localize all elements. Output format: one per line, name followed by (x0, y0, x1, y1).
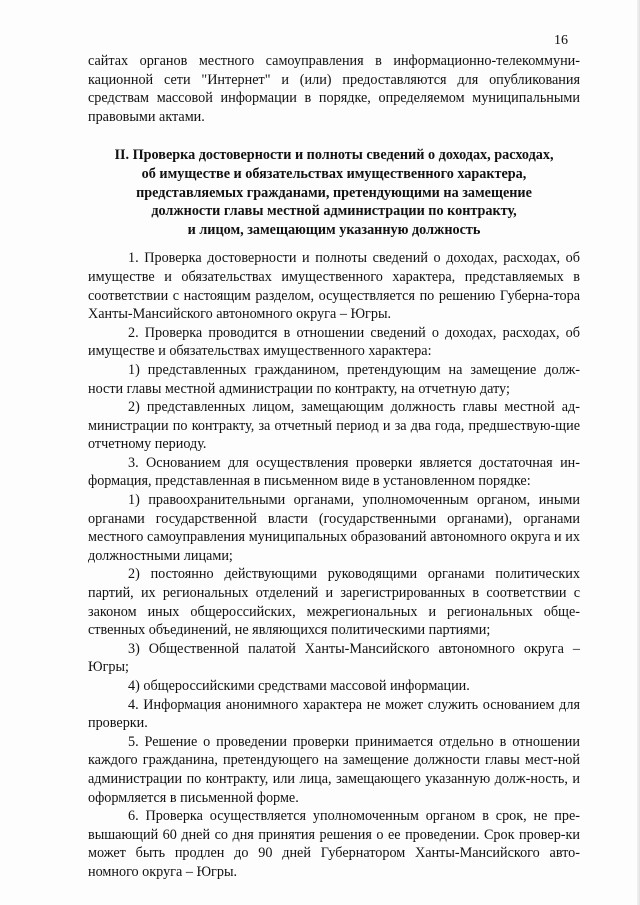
section-heading-line: и лицом, замещающим указанную должность (187, 221, 481, 238)
section-heading (88, 146, 580, 239)
paragraph-2-item-1: 1) представленных гражданином, претендующим на замещение долж-ности главы местной администрации по контракту, на отчетную дату; (88, 361, 580, 397)
paragraph-3-item-3: 3) Общественной палатой Ханты-Мансийского автономного округа – Югры; (88, 640, 580, 676)
paragraph-1: 1. Проверка достоверности и полноты сведений о доходах, расходах, об имуществе и обязательствах имущественного характера, представляемых в соответствии с настоящим разделом, осуществляется по решению Губерна-тора Ханты-Мансийского автономного округа – Югры. (88, 250, 580, 323)
paragraph-5: 5. Решение о проведении проверки принимается отдельно в отношении каждого гражданина, претендующего на замещение должности главы мест-ной администрации по контракту, или лица, замещающего указанную долж-ность, и оформляется в письменной форме. (88, 733, 580, 806)
paragraph-3: 3. Основанием для осуществления проверки является достаточная ин-формация, представленная в письменном виде в установленном порядке: (88, 454, 580, 490)
section-heading-line: II. Проверка достоверности и полноты сведений о доходах, расходах, (114, 147, 554, 164)
section-heading-line: представляемых гражданами, претендующими на замещение (136, 184, 532, 201)
section-heading-line: об имуществе и обязательствах имущественного характера, (141, 165, 527, 182)
intro-paragraph: сайтах органов местного самоуправления в информационно-телекоммуни-кационной сети "Интернет" и (или) предоставляются для опубликования средствам массовой информации в порядке, определяемом муниципальными правовыми актами. (88, 53, 580, 125)
page-number: 16 (554, 33, 568, 48)
paragraph-6: 6. Проверка осуществляется уполномоченным органом в срок, не пре-вышающий 60 дней со дня принятия решения о ее проведении. Срок провер-ки может быть продлен до 90 дней Губернатором Ханты-Мансийского авто-номного округа – Югры. (88, 808, 580, 880)
paragraph-2: 2. Проверка проводится в отношении сведений о доходах, расходах, об имуществе и обязательствах имущественного характера: (88, 324, 580, 360)
section-heading-line: должности главы местной администрации по контракту, (151, 203, 517, 220)
paragraph-3-item-4: 4) общероссийскими средствами массовой информации. (128, 678, 470, 694)
paragraph-4: 4. Информация анонимного характера не может служить основанием для проверки. (88, 696, 580, 732)
paragraph-3-item-1: 1) правоохранительными органами, уполномоченным органом, иными органами государственной власти (государственными органами), органами местного самоуправления муниципальных образований автономного округа и их должностными лицами; (88, 492, 580, 564)
paragraph-3-item-2: 2) постоянно действующими руководящими органами политических партий, их региональных отделений и зарегистрированных в соответствии с законом иных общероссийских, межрегиональных и региональных обще-ственных объединений, не являющихся политическими партиями; (88, 566, 580, 639)
paragraph-2-item-2: 2) представленных лицом, замещающим должность главы местной ад-министрации по контракту, за отчетный период и за два года, предшествую-щие отчетному периоду. (88, 399, 580, 453)
document-body (88, 52, 580, 882)
